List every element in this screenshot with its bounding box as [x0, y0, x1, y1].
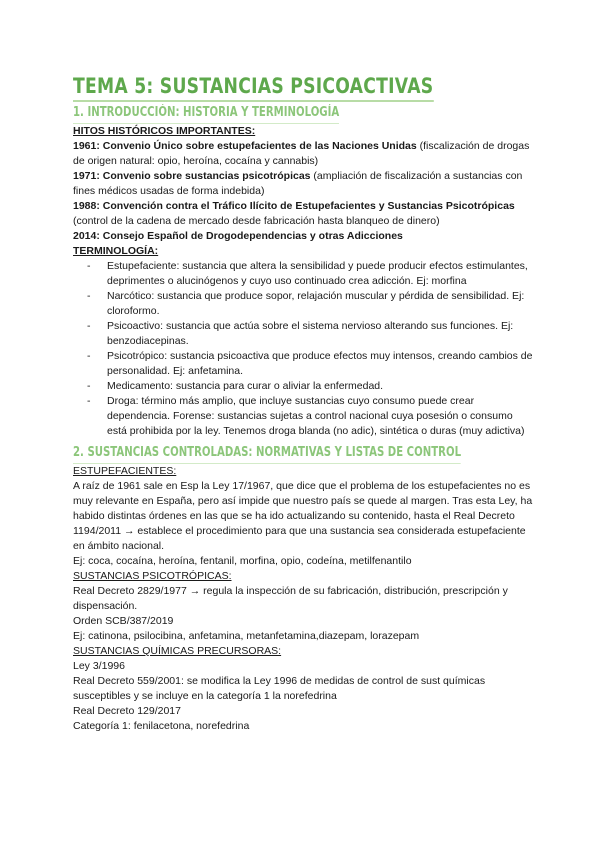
terms-list: [73, 259, 533, 439]
psicotropicas-line: Orden SCB/387/2019: [73, 615, 174, 627]
hito-name: Convenio Único sobre estupefacientes de las Naciones Unidas: [102, 140, 417, 152]
term-text: Psicoactivo: sustancia que actúa sobre el sistema nervioso alterando sus funciones. Ej: benzodiacepinas.: [107, 320, 514, 347]
bullet-dash: -: [87, 350, 91, 362]
hito-desc: (control de la cadena de mercado desde fabricación hasta blanqueo de dinero): [73, 215, 440, 227]
list-item: [87, 394, 533, 439]
bullet-dash: -: [87, 320, 91, 332]
document-content: [73, 73, 533, 734]
terminologia-heading: TERMINOLOGÍA:: [73, 245, 159, 257]
hito-item: [73, 229, 533, 244]
page-title: TEMA 5: SUSTANCIAS PSICOACTIVAS: [73, 73, 433, 102]
precursoras-line: Ley 3/1996: [73, 660, 125, 672]
section2-heading: 2. SUSTANCIAS CONTROLADAS: NORMATIVAS Y LISTAS DE CONTROL: [73, 443, 461, 464]
bullet-dash: -: [87, 260, 91, 272]
term-text: Medicamento: sustancia para curar o aliviar la enfermedad.: [107, 380, 384, 392]
term-text: Droga: término más amplio, que incluye sustancias cuyo consumo puede crear dependencia. Forense: sustancias sujetas a control nacional cuya posesión o consumo está prohibida por la ley. Tenemos droga blanda (no adic), sintética o duras (muy adictiva): [107, 395, 525, 437]
section1-heading: 1. INTRODUCCIÓN: HISTORIA Y TERMINOLOGÍA: [73, 103, 339, 124]
estupefacientes-heading: ESTUPEFACIENTES:: [73, 465, 177, 477]
estupefacientes-examples: Ej: coca, cocaína, heroína, fentanil, morfina, opio, codeína, metilfenantilo: [73, 555, 412, 567]
bullet-dash: -: [87, 290, 91, 302]
hito-desc: (ampliación de fiscalización a sustancias con fines médicos usadas de forma indebida): [73, 170, 523, 197]
hito-name: Convención contra el Tráfico Ilícito de Estupefacientes y Sustancias Psicotrópicas: [102, 200, 515, 212]
title-wrap: [73, 73, 533, 103]
psicotropicas-line: Ej: catinona, psilocibina, anfetamina, metanfetamina,diazepam, lorazepam: [73, 630, 420, 642]
hito-name: Convenio sobre sustancias psicotrópicas: [102, 170, 311, 182]
section1-heading-wrap: [73, 103, 533, 124]
precursoras-line: Real Decreto 559/2001: se modifica la Ley 1996 de medidas de control de sust químicas susceptibles y se incluye en la categoría 1 la norefedrina: [73, 675, 486, 702]
section2-heading-wrap: [73, 443, 533, 464]
hito-desc: (fiscalización de drogas de origen natural: opio, heroína, cocaína y cannabis): [73, 140, 530, 167]
hito-item: [73, 169, 533, 199]
hito-year: 1988:: [73, 200, 103, 212]
list-item: [87, 289, 533, 319]
term-text: Psicotrópico: sustancia psicoactiva que produce efectos muy intensos, creando cambios de personalidad. Ej: anfetamina.: [107, 350, 533, 377]
term-text: Estupefaciente: sustancia que altera la sensibilidad y puede producir efectos estimulantes, deprimentes o alucinógenos y cuyo uso continuado crea adicción. Ej: morfina: [107, 260, 528, 287]
hito-year: 1971:: [73, 170, 103, 182]
bullet-dash: -: [87, 395, 91, 407]
hito-name: Consejo Español de Drogodependencias y otras Adicciones: [102, 230, 403, 242]
precursoras-line: Categoría 1: fenilacetona, norefedrina: [73, 720, 250, 732]
bullet-dash: -: [87, 380, 91, 392]
list-item: [87, 259, 533, 289]
hito-year: 2014:: [73, 230, 103, 242]
hito-year: 1961:: [73, 140, 103, 152]
psicotropicas-line: Real Decreto 2829/1977 → regula la inspección de su fabricación, distribución, prescripción y dispensación.: [73, 585, 508, 612]
list-item: [87, 319, 533, 349]
list-item: [87, 379, 533, 394]
hitos-heading: HITOS HISTÓRICOS IMPORTANTES:: [73, 125, 256, 137]
estupefacientes-text: A raíz de 1961 sale en Esp la Ley 17/1967, que dice que el problema de los estupefacientes no es muy relevante en España, pero así impide que nuestro país se quede al margen. Tras esta Ley, ha habido distintas órdenes en las que se ha ido actualizando su contenido, hasta el Real Decreto 1194/2011 → establece el procedimiento para que una sustancia sea considerada estupefaciente en ámbito nacional.: [73, 480, 533, 552]
psicotropicas-heading: SUSTANCIAS PSICOTRÓPICAS:: [73, 570, 232, 582]
list-item: [87, 349, 533, 379]
term-text: Narcótico: sustancia que produce sopor, relajación muscular y pérdida de sensibilidad. Ej: cloroformo.: [107, 290, 525, 317]
hito-item: [73, 139, 533, 169]
hito-item: [73, 199, 533, 229]
precursoras-line: Real Decreto 129/2017: [73, 705, 181, 717]
precursoras-heading: SUSTANCIAS QUÍMICAS PRECURSORAS:: [73, 645, 282, 657]
